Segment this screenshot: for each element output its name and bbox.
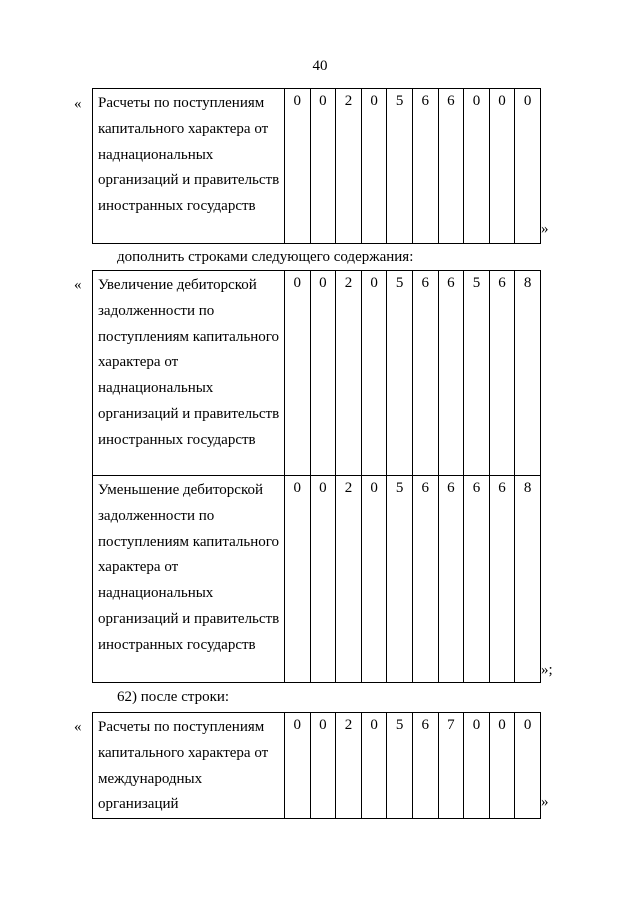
- code-digit: 6: [489, 476, 515, 683]
- code-digit: 6: [412, 271, 438, 476]
- code-digit: 2: [336, 476, 362, 683]
- code-digit: 2: [336, 271, 362, 476]
- code-digit: 0: [310, 89, 336, 244]
- open-quote-1: «: [74, 96, 82, 112]
- row-label: Расчеты по поступлениям капитального характера от международных организаций: [93, 713, 285, 819]
- code-digit: 0: [310, 713, 336, 819]
- open-quote-3: «: [74, 719, 82, 735]
- code-digit: 6: [412, 476, 438, 683]
- code-digit: 5: [387, 271, 413, 476]
- code-digit: 6: [438, 476, 464, 683]
- code-digit: 0: [361, 713, 387, 819]
- code-digit: 5: [387, 89, 413, 244]
- code-digit: 0: [515, 89, 541, 244]
- close-quote-3: »: [541, 794, 549, 810]
- code-digit: 0: [285, 271, 311, 476]
- page-number: 40: [312, 58, 328, 74]
- table-row: [93, 713, 541, 819]
- code-digit: 0: [285, 89, 311, 244]
- code-digit: 0: [464, 713, 490, 819]
- table-3: [92, 712, 541, 819]
- code-digit: 6: [438, 271, 464, 476]
- row-label: Уменьшение дебиторской задолженности по поступлениям капитального характера от наднациональных организаций и правительств иностранных государств: [93, 476, 285, 683]
- row-label: Увеличение дебиторской задолженности по поступлениям капитального характера от наднациональных организаций и правительств иностранных государств: [93, 271, 285, 476]
- row-label: Расчеты по поступлениям капитального характера от наднациональных организаций и правительств иностранных государств: [93, 89, 285, 244]
- code-digit: 0: [515, 713, 541, 819]
- close-quote-2: »;: [541, 662, 553, 678]
- table-1: [92, 88, 541, 244]
- code-digit: 6: [489, 271, 515, 476]
- open-quote-2: «: [74, 277, 82, 293]
- code-digit: 2: [336, 89, 362, 244]
- code-digit: 8: [515, 476, 541, 683]
- code-digit: 0: [489, 713, 515, 819]
- code-digit: 0: [310, 476, 336, 683]
- code-digit: 6: [412, 89, 438, 244]
- code-digit: 0: [361, 476, 387, 683]
- code-digit: 0: [310, 271, 336, 476]
- code-digit: 6: [412, 713, 438, 819]
- code-digit: 7: [438, 713, 464, 819]
- code-digit: 0: [285, 476, 311, 683]
- code-digit: 0: [464, 89, 490, 244]
- paragraph-item-62: 62) после строки:: [117, 689, 230, 705]
- code-digit: 6: [438, 89, 464, 244]
- code-digit: 5: [387, 713, 413, 819]
- table-row: [93, 271, 541, 476]
- code-digit: 0: [361, 89, 387, 244]
- close-quote-1: »: [541, 221, 549, 237]
- code-digit: 8: [515, 271, 541, 476]
- code-digit: 0: [489, 89, 515, 244]
- table-row: [93, 476, 541, 683]
- code-digit: 5: [387, 476, 413, 683]
- code-digit: 0: [361, 271, 387, 476]
- table-2: [92, 270, 541, 683]
- paragraph-instruction: дополнить строками следующего содержания:: [117, 249, 414, 265]
- code-digit: 6: [464, 476, 490, 683]
- code-digit: 5: [464, 271, 490, 476]
- code-digit: 2: [336, 713, 362, 819]
- table-row: [93, 89, 541, 244]
- code-digit: 0: [285, 713, 311, 819]
